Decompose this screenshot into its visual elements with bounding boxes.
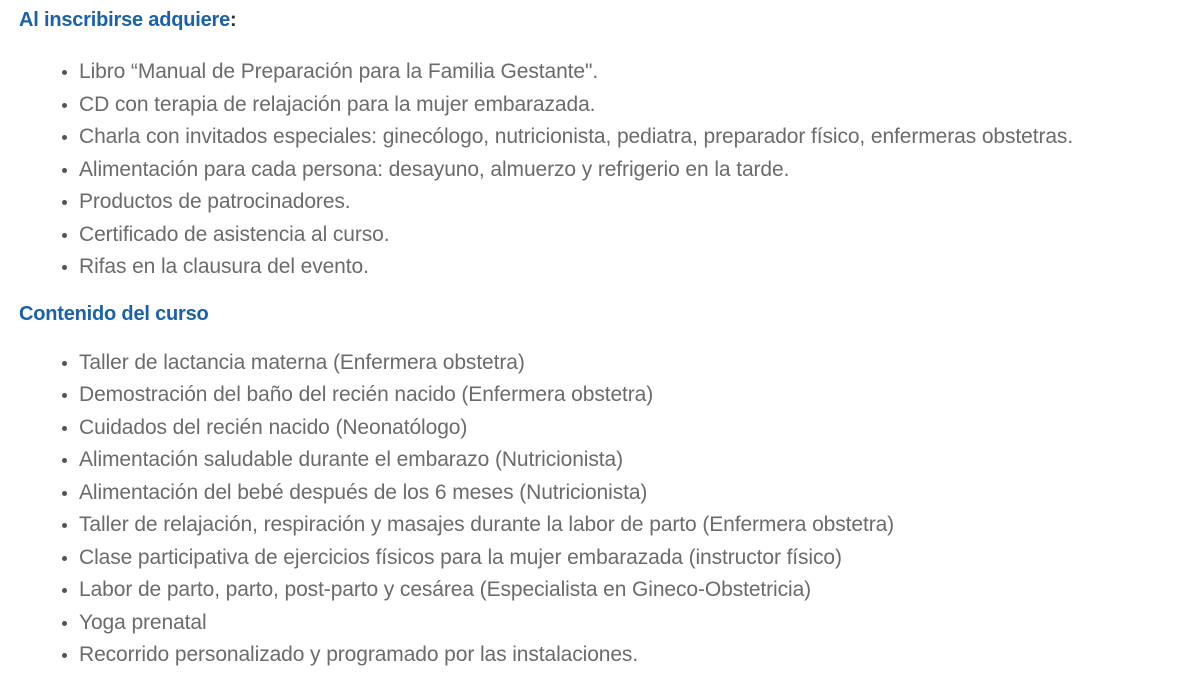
- list-item: • Labor de parto, parto, post-parto y cesárea (Especialista en Gineco-Obstetricia): [79, 574, 1200, 607]
- list-item: • CD con terapia de relajación para la mujer embarazada.: [79, 89, 1200, 122]
- list-item: • Cuidados del recién nacido (Neonatólogo): [79, 412, 1200, 445]
- list-item: • Alimentación del bebé después de los 6 meses (Nutricionista): [79, 477, 1200, 510]
- list-item: • Alimentación saludable durante el embarazo (Nutricionista): [79, 444, 1200, 477]
- list-item: • Certificado de asistencia al curso.: [79, 219, 1200, 252]
- section-heading-course-content-text: Contenido del curso: [19, 302, 209, 325]
- section-heading-benefits: [19, 8, 1200, 32]
- section-heading-course-content: [19, 302, 1200, 326]
- list-item: • Productos de patrocinadores.: [79, 186, 1200, 219]
- list-item: • Demostración del baño del recién nacido (Enfermera obstetra): [79, 379, 1200, 412]
- list-item: • Charla con invitados especiales: ginecólogo, nutricionista, pediatra, preparador físico, enfermeras obstetras.: [79, 121, 1200, 154]
- list-item: • Alimentación para cada persona: desayuno, almuerzo y refrigerio en la tarde.: [79, 154, 1200, 187]
- course-content-list: [19, 347, 1200, 672]
- list-item: • Yoga prenatal: [79, 607, 1200, 640]
- section-heading-benefits-colon: :: [230, 9, 237, 31]
- list-item: • Taller de relajación, respiración y masajes durante la labor de parto (Enfermera obstetra): [79, 509, 1200, 542]
- list-item: • Taller de lactancia materna (Enfermera obstetra): [79, 347, 1200, 380]
- list-item: • Libro “Manual de Preparación para la Familia Gestante".: [79, 56, 1200, 89]
- list-item: • Recorrido personalizado y programado por las instalaciones.: [79, 639, 1200, 672]
- benefits-list: [19, 56, 1200, 284]
- list-item: • Clase participativa de ejercicios físicos para la mujer embarazada (instructor físico): [79, 542, 1200, 575]
- section-heading-benefits-text: Al inscribirse adquiere: [19, 9, 231, 31]
- list-item: • Rifas en la clausura del evento.: [79, 251, 1200, 284]
